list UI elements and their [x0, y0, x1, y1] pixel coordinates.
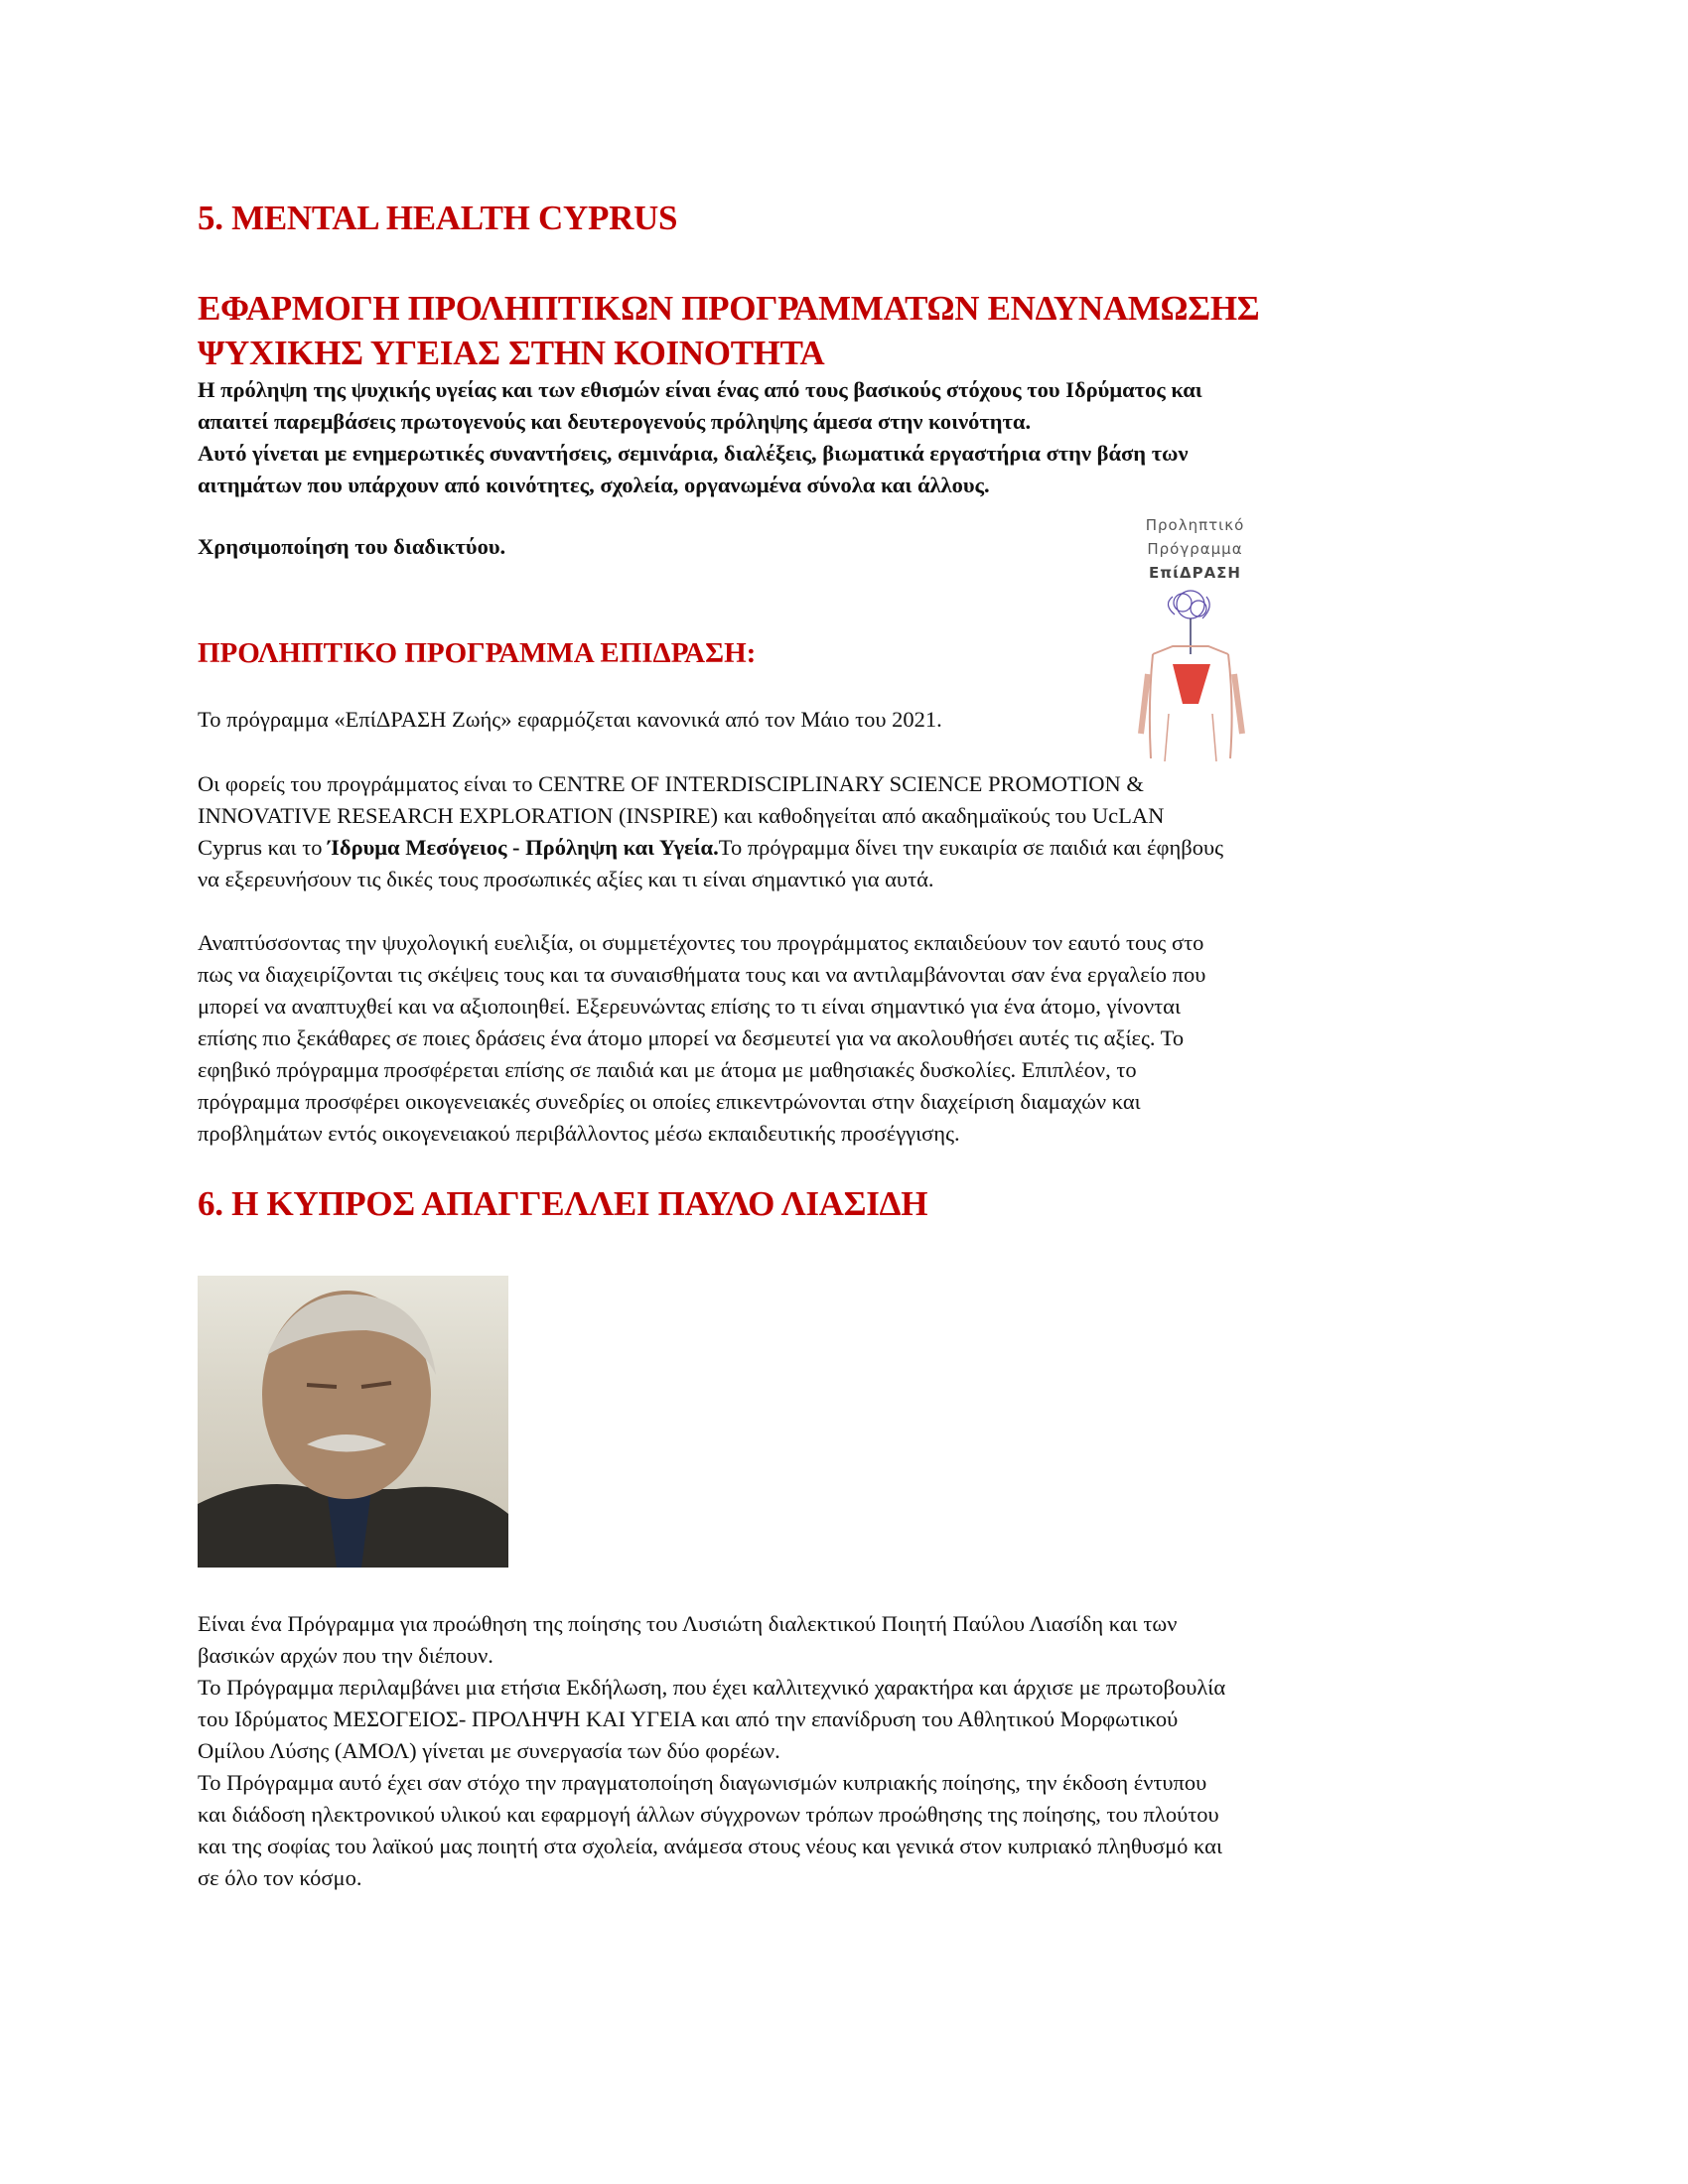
development-line: εφηβικό πρόγραμμα προσφέρεται επίσης σε παιδιά και με άτομα με μαθησιακές δυσκολίες. Επιπλέον, το — [198, 1057, 1137, 1082]
subtitle-line: ΨΥΧΙΚΗΣ ΥΓΕΙΑΣ ΣΤΗΝ ΚΟΙΝΟΤΗΤΑ — [198, 334, 825, 372]
internet-use-text: Χρησιμοποίηση του διαδικτύου. — [198, 534, 506, 559]
epidrasi-logo — [1103, 513, 1287, 763]
partners-text: Cyprus και το — [198, 835, 329, 860]
development-line: μπορεί να αναπτυχθεί και να αξιοποιηθεί. Εξερευνώντας επίσης το τι είναι σημαντικό για ένα άτομο, γίνονται — [198, 994, 1181, 1019]
section-6-body — [198, 1608, 1225, 1894]
intro-line: απαιτεί παρεμβάσεις πρωτογενούς και δευτερογενούς πρόληψης άμεσα στην κοινότητα. — [198, 409, 1032, 434]
logo-line: Προληπτικό — [1145, 516, 1245, 534]
development-line: επίσης πιο ξεκάθαρες σε ποιες δράσεις ένα άτομο μπορεί να δεσμευτεί για να ακολουθήσει αυτές τις αξίες. Το — [198, 1025, 1185, 1050]
section-5-subtitle — [198, 286, 1259, 375]
subtitle-line: ΕΦΑΡΜΟΓΗ ΠΡΟΛΗΠΤΙΚΩΝ ΠΡΟΓΡΑΜΜΑΤΩΝ ΕΝΔΥΝΑΜΩΣΗΣ — [198, 289, 1260, 328]
section-5-title: 5. MENTAL HEALTH CYPRUS — [198, 199, 678, 237]
body-line: Το Πρόγραμμα περιλαμβάνει μια ετήσια Εκδήλωση, που έχει καλλιτεχνικό χαρακτήρα και άρχισε με πρωτοβουλία — [198, 1675, 1226, 1700]
development-line: πως να διαχειρίζονται τις σκέψεις τους και τα συναισθήματα τους και να αντιλαμβάνονται σαν ένα εργαλείο που — [198, 962, 1206, 987]
logo-line: Πρόγραμμα — [1147, 540, 1243, 558]
partners-line: να εξερευνήσουν τις δικές τους προσωπικές αξίες και τι είναι σημαντικό για αυτά. — [198, 867, 934, 891]
poet-portrait-photo — [198, 1276, 508, 1568]
development-paragraph — [198, 927, 1205, 1150]
intro-line: Αυτό γίνεται με ενημερωτικές συναντήσεις, σεμινάρια, διαλέξεις, βιωματικά εργαστήρια στην βάση των — [198, 441, 1189, 466]
intro-line: αιτημάτων που υπάρχουν από κοινότητες, σχολεία, οργανωμένα σύνολα και άλλους. — [198, 473, 990, 497]
partners-line: Οι φορείς του προγράμματος είναι το CENTRE OF INTERDISCIPLINARY SCIENCE PROMOTION & — [198, 771, 1144, 796]
section-6-title: 6. Η ΚΥΠΡΟΣ ΑΠΑΓΓΕΛΛΕΙ ΠΑΥΛΟ ΛΙΑΣΙΔΗ — [198, 1184, 928, 1223]
body-line: και διάδοση ηλεκτρονικού υλικού και εφαρμογή άλλων σύγχρονων τρόπων προώθησης της ποίησης, του πλούτου — [198, 1802, 1219, 1827]
foundation-name: Ίδρυμα Μεσόγειος - Πρόληψη και Υγεία. — [328, 835, 719, 860]
development-line: πρόγραμμα προσφέρει οικογενειακές συνεδρίες οι οποίες επικεντρώνονται στην διαχείριση διαμαχών και — [198, 1089, 1141, 1114]
program-heading: ΠΡΟΛΗΠΤΙΚΟ ΠΡΟΓΡΑΜΜΑ ΕΠΙΔΡΑΣΗ: — [198, 637, 757, 669]
body-line: Το Πρόγραμμα αυτό έχει σαν στόχο την πραγματοποίηση διαγωνισμών κυπριακής ποίησης, την έκδοση έντυπου — [198, 1770, 1207, 1795]
body-line: του Ιδρύματος ΜΕΣΟΓΕΙΟΣ- ΠΡΟΛΗΨΗ ΚΑΙ ΥΓΕΙΑ και από την επανίδρυση του Αθλητικού Μορφωτικού — [198, 1706, 1179, 1731]
partners-text: Το πρόγραμμα δίνει την ευκαιρία σε παιδιά και έφηβους — [718, 835, 1224, 860]
body-line: σε όλο τον κόσμο. — [198, 1865, 362, 1890]
intro-paragraph — [198, 374, 1202, 501]
development-line: προβλημάτων εντός οικογενειακού περιβάλλοντος μέσω εκπαιδευτικής προσέγγισης. — [198, 1121, 960, 1146]
portrait-icon — [198, 1276, 508, 1568]
intro-line: Η πρόληψη της ψυχικής υγείας και των εθισμών είναι ένας από τους βασικούς στόχους του Ιδρύματος και — [198, 377, 1202, 402]
partners-paragraph — [198, 768, 1223, 895]
partners-line: INNOVATIVE RESEARCH EXPLORATION (INSPIRE) και καθοδηγείται από ακαδημαϊκούς του UcLAN — [198, 803, 1165, 828]
body-line: Είναι ένα Πρόγραμμα για προώθηση της ποίησης του Λυσιώτη διαλεκτικού Ποιητή Παύλου Λιασίδη και των — [198, 1611, 1178, 1636]
flower-head-figure-icon — [1103, 585, 1287, 763]
body-line: βασικών αρχών που την διέπουν. — [198, 1643, 493, 1668]
body-line: και της σοφίας του λαϊκού μας ποιητή στα σχολεία, ανάμεσα στους νέους και γενικά στον κυπριακό πληθυσμό και — [198, 1834, 1223, 1858]
logo-line: ΕπίΔΡΑΣΗ — [1149, 564, 1241, 582]
body-line: Ομίλου Λύσης (ΑΜΟΛ) γίνεται με συνεργασία των δύο φορέων. — [198, 1738, 780, 1763]
development-line: Αναπτύσσοντας την ψυχολογική ευελιξία, οι συμμετέχοντες του προγράμματος εκπαιδεύουν τον εαυτό τους στο — [198, 930, 1204, 955]
program-start-text: Το πρόγραμμα «ΕπίΔΡΑΣΗ Ζωής» εφαρμόζεται κανονικά από τον Μάιο του 2021. — [198, 707, 942, 732]
